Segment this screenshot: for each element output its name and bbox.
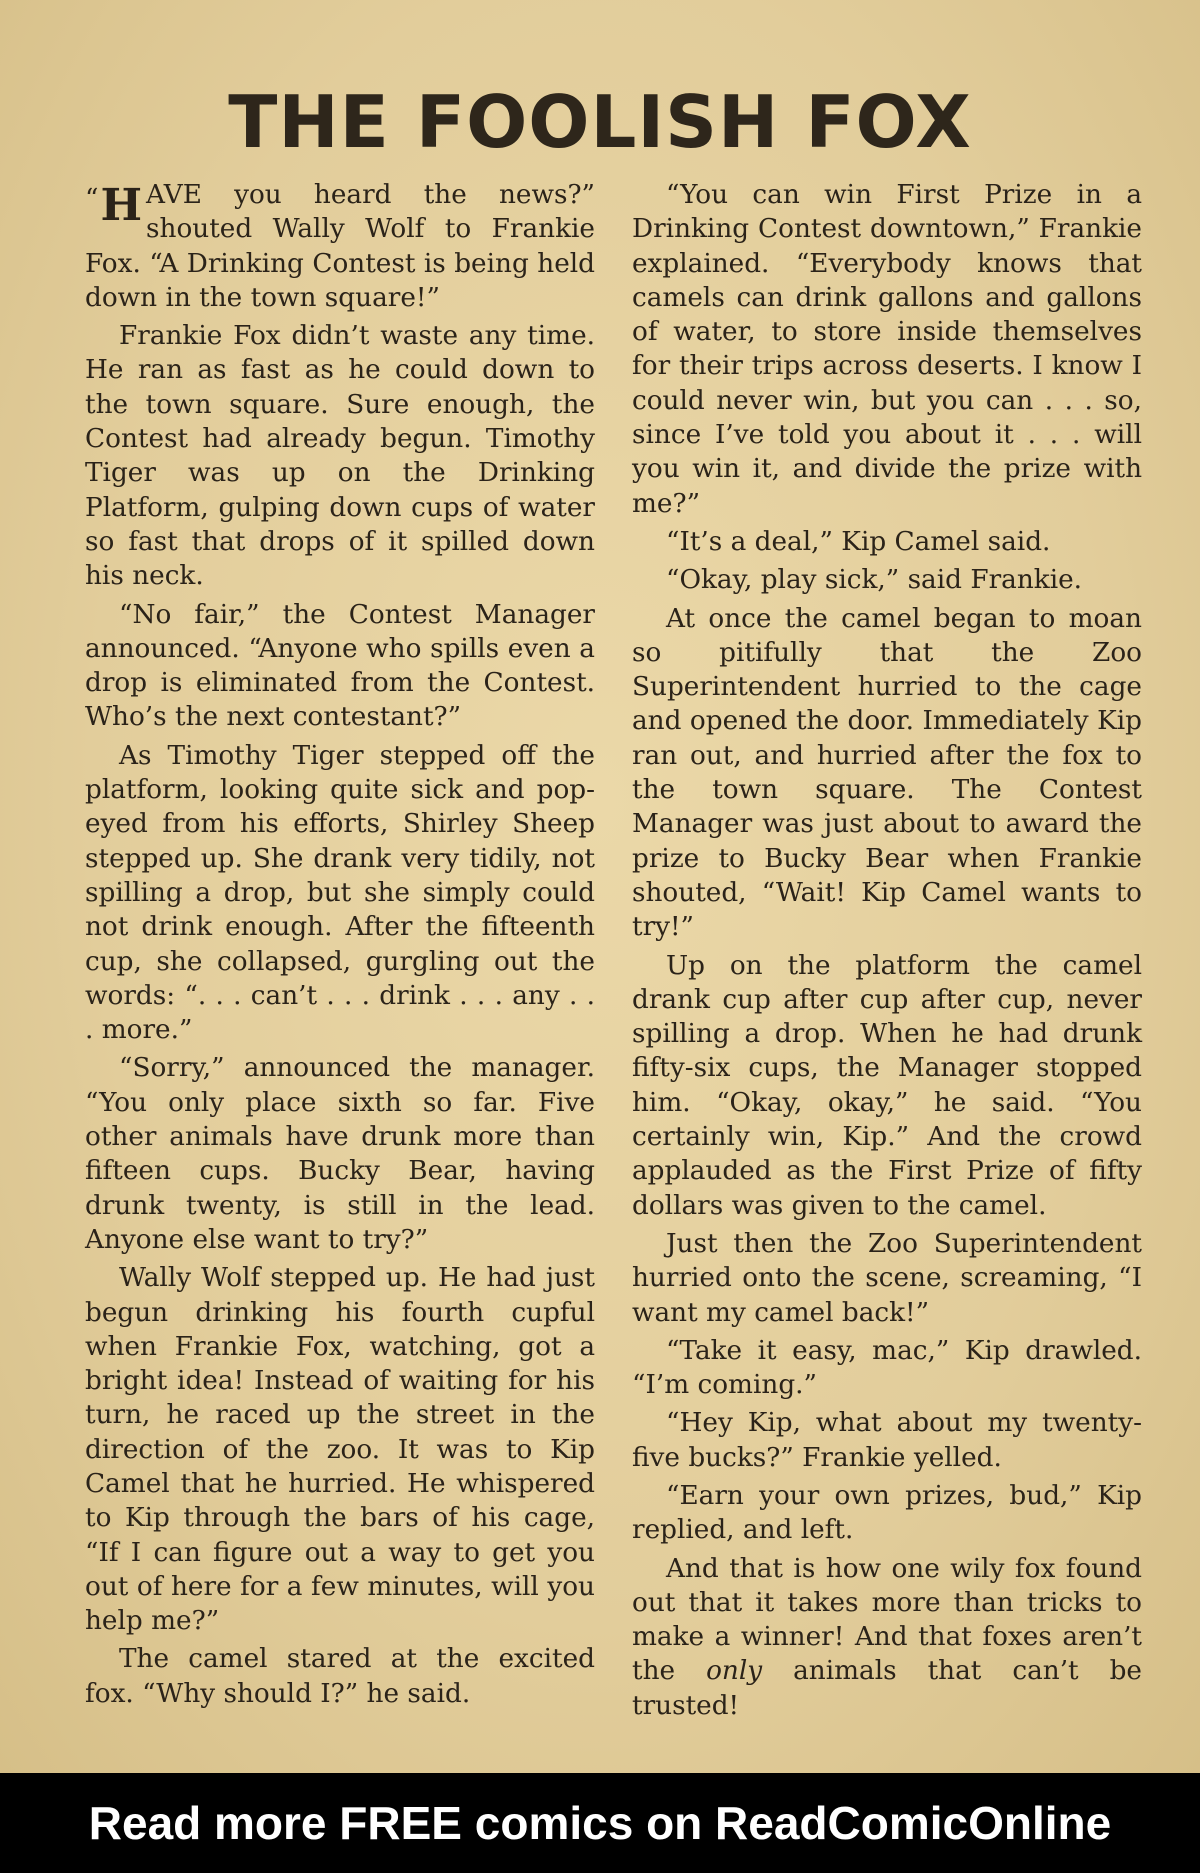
left-column <box>85 178 595 1715</box>
paragraph-text: animals that can’t be trusted! <box>632 1656 1142 1721</box>
story-title: THE FOOLISH FOX <box>228 80 972 164</box>
footer-banner[interactable]: Read more FREE comics on ReadComicOnline <box>0 1773 1200 1873</box>
paragraph: “Okay, play sick,” said Frankie. <box>666 565 1083 596</box>
paragraph: As Timothy Tiger stepped off the platform, looking quite sick and pop-eyed from his efforts, Shirley Sheep stepped up. She drank very tidily, not spilling a drop, but she simply could not drink enough. After the fifteenth cup, she collapsed, gurgling out the words: “. . . can’t . . . drink . . . any . . . more.” <box>85 740 595 1046</box>
paragraph: “Take it easy, mac,” Kip drawled. “I’m coming.” <box>632 1335 1142 1401</box>
paragraph <box>85 178 595 315</box>
paragraph: The camel stared at the excited fox. “Why should I?” he said. <box>85 1644 595 1709</box>
right-column <box>632 178 1142 1727</box>
paragraph <box>632 1552 1142 1723</box>
paragraph-text: And that is how one wily fox found out that it takes more than tricks to make a winner! And that foxes aren’t the <box>632 1553 1142 1687</box>
paragraph: “Earn your own prizes, bud,” Kip replied, and left. <box>632 1480 1142 1546</box>
paragraph: Frankie Fox didn’t waste any time. He ran as fast as he could down to the town square. Sure enough, the Contest had already begun. Timothy Tiger was up on the Drinking Platform, gulping down cups of water so fast that drops of it spilled down his neck. <box>85 321 595 592</box>
paragraph: “You can win First Prize in a Drinking Contest downtown,” Frankie explained. “Everybody knows that camels can drink gallons and gallons of water, to store inside themselves for their trips across deserts. I know I could never win, but you can . . . so, since I’ve told you about it . . . will you win it, and divide the prize with me?” <box>632 180 1142 519</box>
paragraph: “It’s a deal,” Kip Camel said. <box>666 526 1051 557</box>
paragraph: Up on the platform the camel drank cup after cup after cup, never spilling a drop. When he had drunk fifty-six cups, the Manager stopped him. “Okay, okay,” he said. “You certainly win, Kip.” And the crowd applauded as the First Prize of fifty dollars was given to the camel. <box>632 950 1142 1221</box>
drop-cap: H <box>100 180 143 231</box>
paragraph: “Hey Kip, what about my twenty-five bucks?” Frankie yelled. <box>632 1408 1142 1473</box>
emphasis: only <box>706 1656 763 1687</box>
paragraph: At once the camel began to moan so pitifully that the Zoo Superintendent hurried to the cage and opened the door. Immediately Kip ran out, and hurried after the fox to the town square. The Contest Manager was just about to award the prize to Bucky Bear when Frankie shouted, “Wait! Kip Camel wants to try!” <box>632 603 1142 943</box>
paragraph: Wally Wolf stepped up. He had just begun drinking his fourth cupful when Frankie Fox, watching, got a bright idea! Instead of waiting for his turn, he raced up the street in the direction of the zoo. It was to Kip Camel that he hurried. He whispered to Kip through the bars of his cage, “If I can figure out a way to get you out of here for a few minutes, will you help me?” <box>85 1263 595 1637</box>
paragraph: “Sorry,” announced the manager. “You only place sixth so far. Five other animals have drunk more than fifteen cups. Bucky Bear, having drunk twenty, is still in the lead. Anyone else want to try?” <box>85 1053 595 1255</box>
paragraph-text: AVE you heard the news?” shouted Wally Wolf to Frankie Fox. “A Drinking Contest is being held down in the town square!” <box>85 180 595 313</box>
paragraph: Just then the Zoo Superintendent hurried onto the scene, screaming, “I want my camel back!” <box>632 1228 1142 1328</box>
paragraph: “No fair,” the Contest Manager announced. “Anyone who spills even a drop is eliminated from the Contest. Who’s the next contestant?” <box>85 599 595 733</box>
opening-quote: “ <box>85 184 99 214</box>
